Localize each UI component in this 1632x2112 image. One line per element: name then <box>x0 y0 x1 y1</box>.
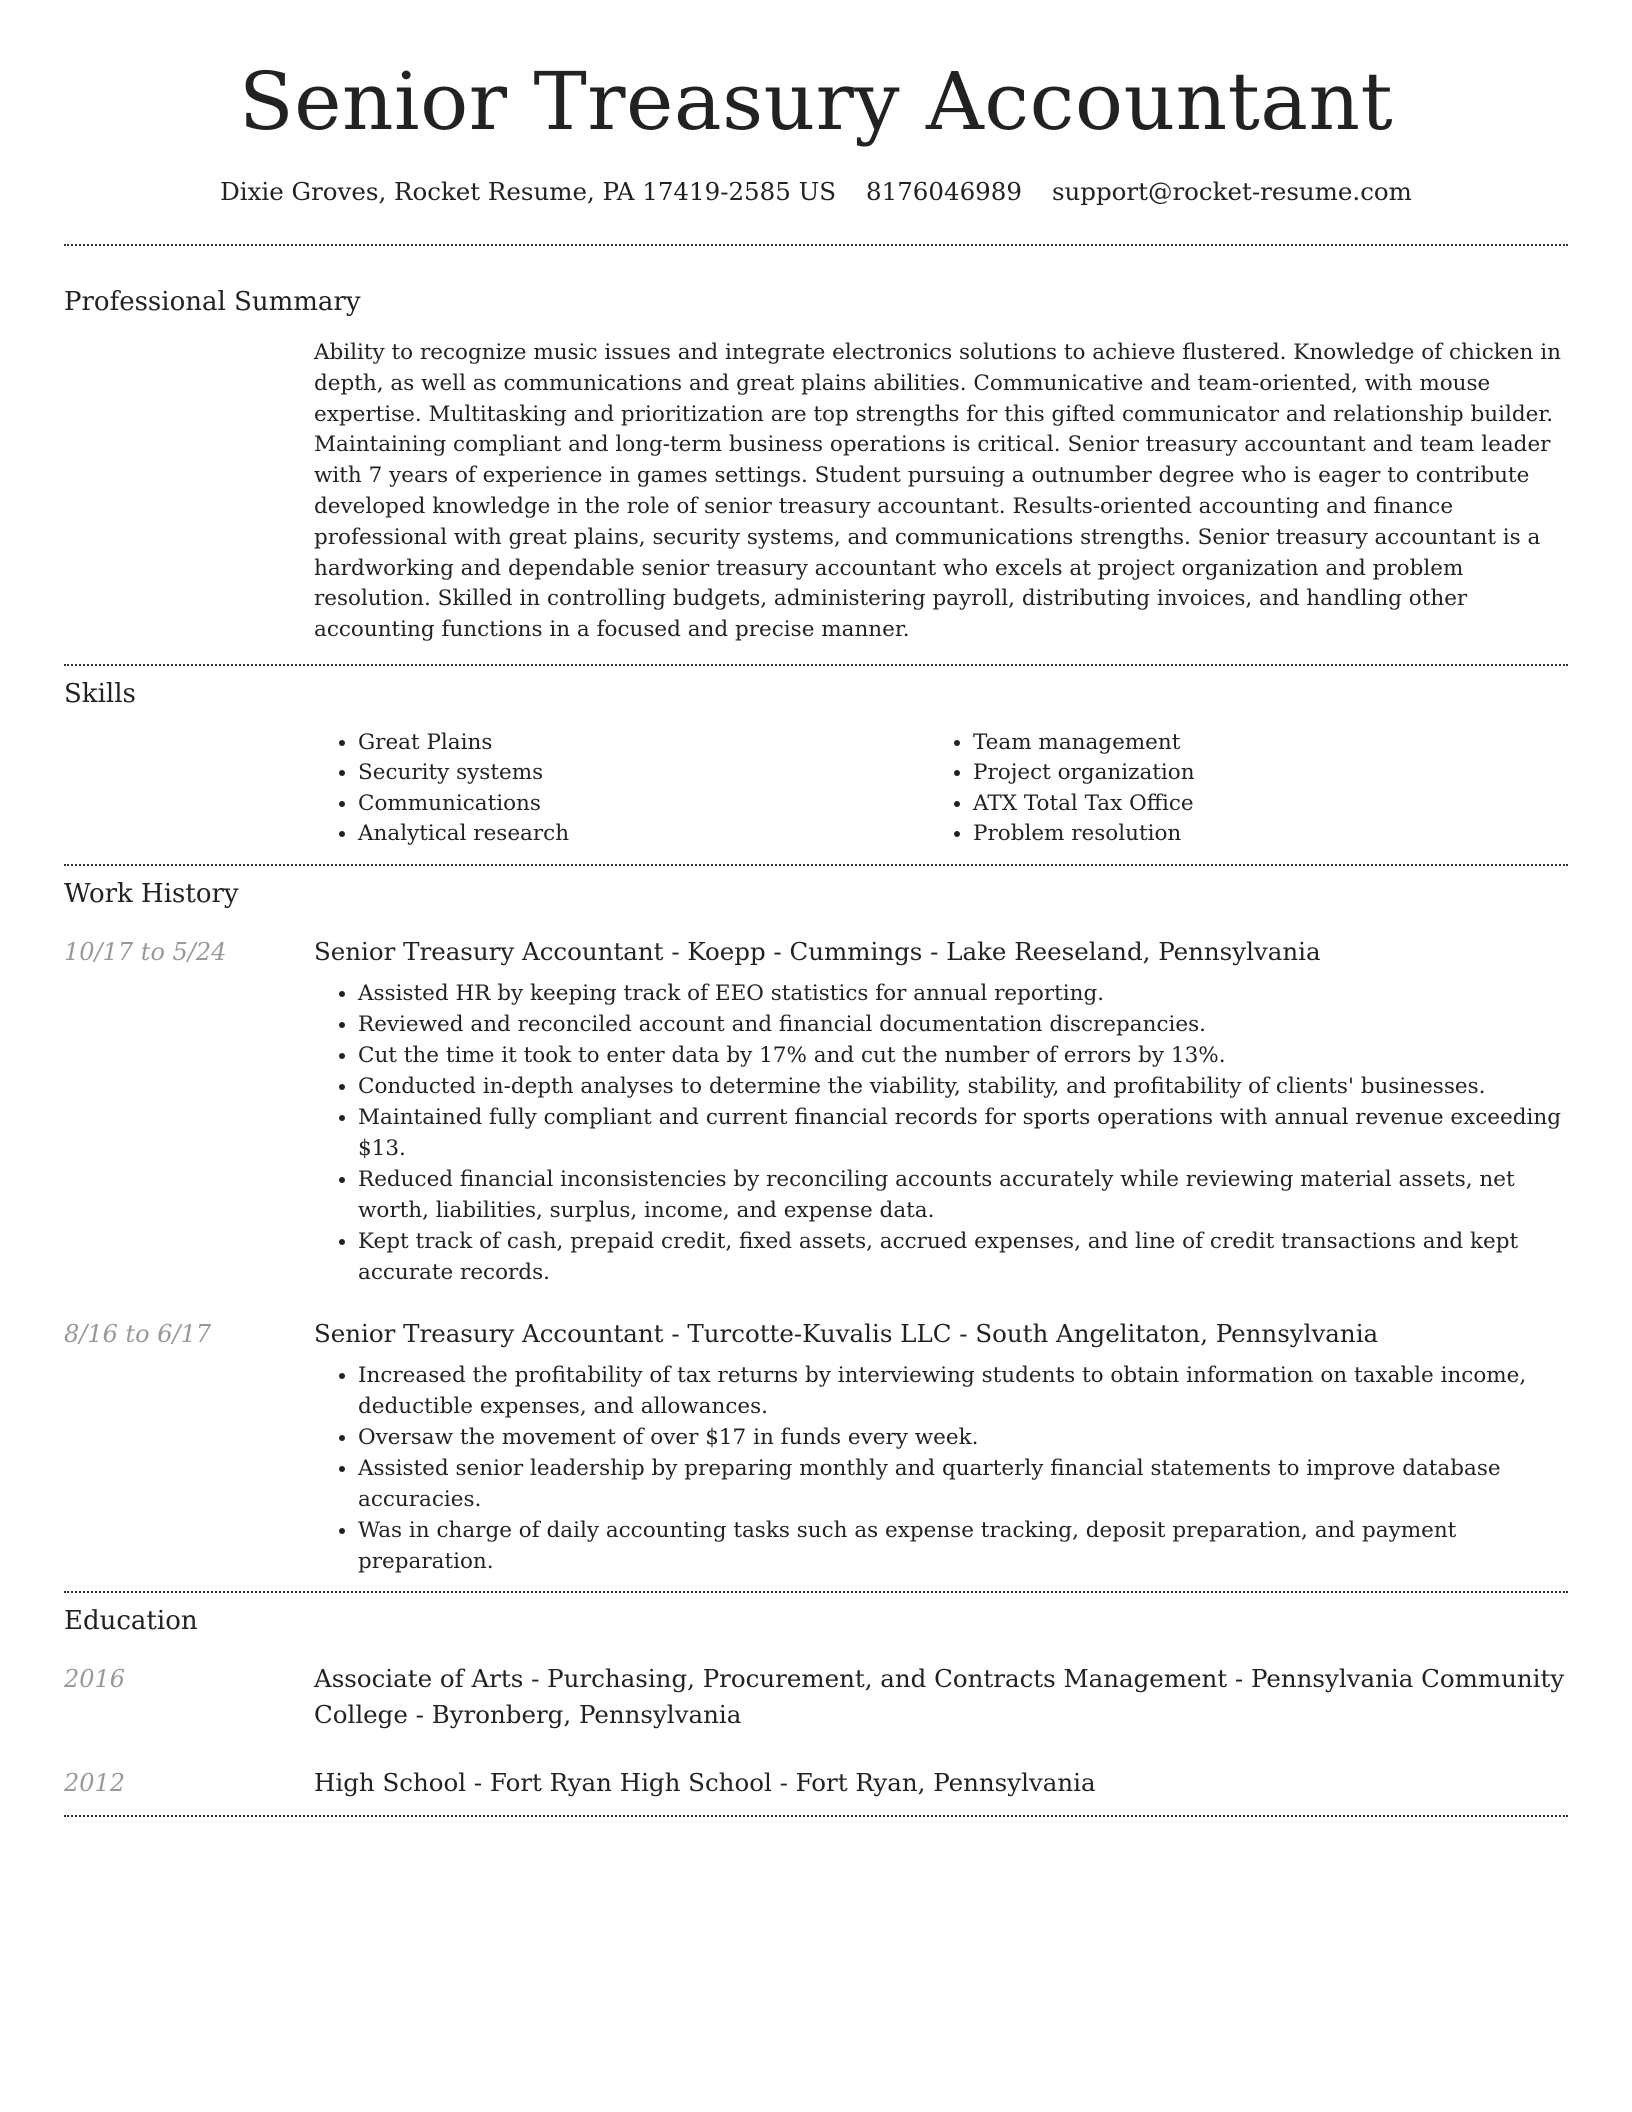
skill-item: • ATX Total Tax Office <box>973 789 1544 820</box>
education-entry <box>64 1765 1568 1801</box>
skill-item: • Team management <box>973 728 1544 759</box>
job-details: - Turcotte-Kuvalis LLC - South Angelitaton, Pennsylvania <box>663 1318 1379 1348</box>
education-details: - Pennsylvania Community College - Byronberg, Pennsylvania <box>314 1663 1565 1729</box>
job-bullet: • Kept track of cash, prepaid credit, fixed assets, accrued expenses, and line of credit transactions and kept accurate records. <box>358 1226 1568 1288</box>
skill-item: • Communications <box>358 789 929 820</box>
contact-address: Dixie Groves, Rocket Resume, PA 17419-2585 US <box>220 177 837 206</box>
skill-item: • Problem resolution <box>973 819 1544 850</box>
job-title: Senior Treasury Accountant <box>314 1318 664 1348</box>
summary-section <box>64 246 1568 664</box>
job-bullet: • Increased the profitability of tax returns by interviewing students to obtain information on taxable income, deductible expenses, and allowances. <box>358 1360 1568 1422</box>
job-bullet: • Oversaw the movement of over $17 in funds every week. <box>358 1422 1568 1453</box>
job-heading <box>314 934 1568 970</box>
job-bullet: • Was in charge of daily accounting tasks such as expense tracking, deposit preparation, and payment preparation. <box>358 1515 1568 1577</box>
section-divider <box>64 1815 1568 1817</box>
summary-text: Ability to recognize music issues and integrate electronics solutions to achieve flustered. Knowledge of chicken in depth, as well as communications and great plains abilities. Communicative and team-oriented, with mouse expertise. Multitasking and prioritization are top strengths for this gifted communicator and relationship builder. Maintaining compliant and long-term business operations is critical. Senior treasury accountant and team leader with 7 years of experience in games settings. Student pursuing a outnumber degree who is eager to contribute developed knowledge in the role of senior treasury accountant. Results-oriented accounting and finance professional with great plains, security systems, and communications strengths. Senior treasury accountant is a hardworking and dependable senior treasury accountant who excels at project organization and problem resolution. Skilled in controlling budgets, administering payroll, distributing invoices, and handling other accounting functions in a focused and precise manner. <box>314 340 1561 643</box>
skill-item: • Security systems <box>358 758 929 789</box>
education-year: 2012 <box>64 1768 126 1797</box>
summary-heading: Professional Summary <box>64 287 361 317</box>
education-entry <box>64 1661 1568 1733</box>
skills-list-right <box>929 728 1544 850</box>
work-history-heading: Work History <box>64 878 239 909</box>
job-bullets <box>314 978 1568 1288</box>
job-bullets <box>314 1360 1568 1577</box>
job-bullet: • Maintained fully compliant and current financial records for sports operations with annual revenue exceeding $13. <box>358 1102 1568 1164</box>
education-details: - Fort Ryan High School - Fort Ryan, Pennsylvania <box>466 1767 1096 1797</box>
job-dates: 10/17 to 5/24 <box>64 937 227 966</box>
job-bullet: • Assisted HR by keeping track of EEO statistics for annual reporting. <box>358 978 1568 1009</box>
education-heading-line <box>314 1661 1568 1733</box>
job-details: - Koepp - Cummings - Lake Reeseland, Pennsylvania <box>663 936 1321 966</box>
skill-item: • Project organization <box>973 758 1544 789</box>
education-heading: Education <box>64 1605 198 1636</box>
skill-item: • Analytical research <box>358 819 929 850</box>
job-bullet: • Reviewed and reconciled account and financial documentation discrepancies. <box>358 1009 1568 1040</box>
job-dates: 8/16 to 6/17 <box>64 1319 212 1348</box>
job-bullet: • Assisted senior leadership by preparing monthly and quarterly financial statements to improve database accuracies. <box>358 1453 1568 1515</box>
skills-heading: Skills <box>64 678 136 709</box>
job-heading <box>314 1316 1568 1352</box>
education-heading-line <box>314 1765 1568 1801</box>
contact-phone: 8176046989 <box>866 177 1022 206</box>
job-entry <box>64 934 1568 1288</box>
education-section <box>64 1593 1568 1815</box>
job-entry <box>64 1316 1568 1577</box>
education-degree: High School <box>314 1767 467 1797</box>
resume-title: Senior Treasury Accountant <box>238 55 1394 148</box>
skill-item: • Great Plains <box>358 728 929 759</box>
skills-section <box>64 666 1568 864</box>
job-bullet: • Cut the time it took to enter data by 17% and cut the number of errors by 13%. <box>358 1040 1568 1071</box>
job-bullet: • Reduced financial inconsistencies by reconciling accounts accurately while reviewing material assets, net worth, liabilities, surplus, income, and expense data. <box>358 1164 1568 1226</box>
contact-email: support@rocket-resume.com <box>1051 177 1412 206</box>
skills-list-left <box>314 728 929 850</box>
job-bullet: • Conducted in-depth analyses to determine the viability, stability, and profitability of clients' businesses. <box>358 1071 1568 1102</box>
work-history-section <box>64 866 1568 1591</box>
job-title: Senior Treasury Accountant <box>314 936 664 966</box>
contact-line <box>64 174 1568 210</box>
education-degree: Associate of Arts - Purchasing, Procurement, and Contracts Management <box>314 1663 1228 1693</box>
education-year: 2016 <box>64 1664 126 1693</box>
